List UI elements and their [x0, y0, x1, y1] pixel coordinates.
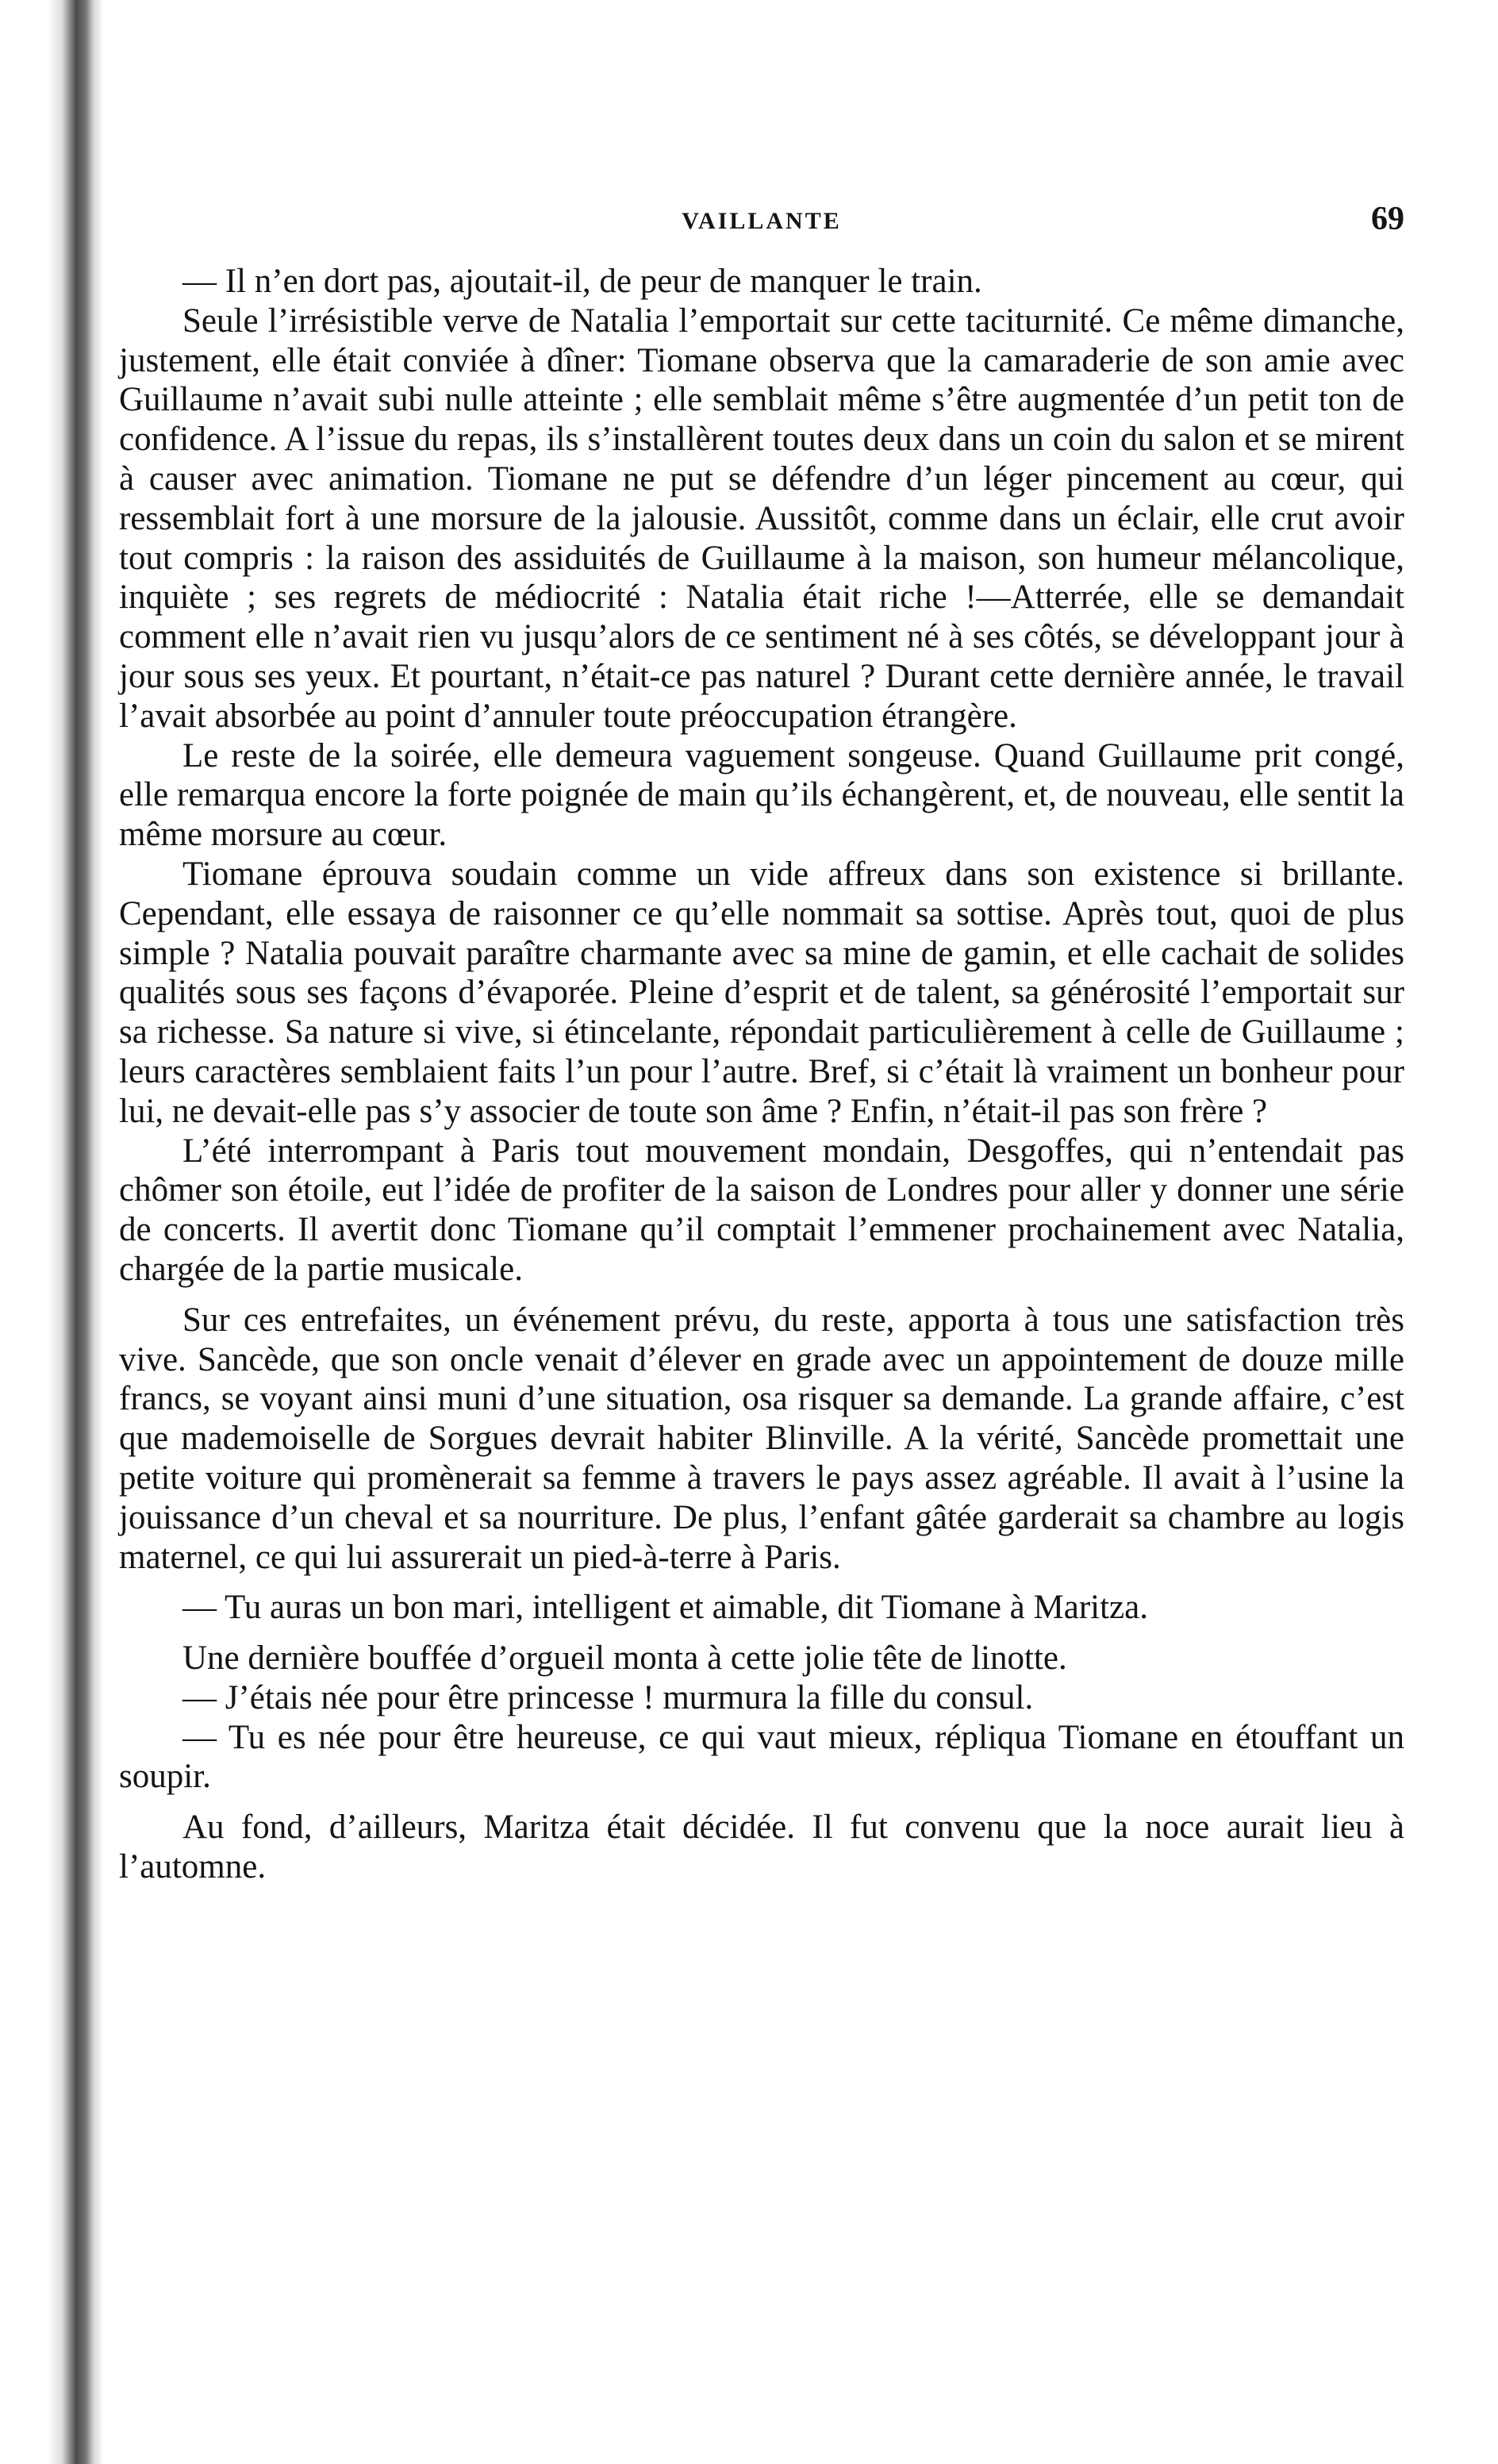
paragraph-3: Le reste de la soirée, elle demeura vaguement songeuse. Quand Guillaume prit congé, elle remarqua encore la forte poignée de main qu’ils échangèrent, et, de nouveau, elle sentit la même morsure au cœur.: [119, 736, 1404, 854]
paragraph-5: L’été interrompant à Paris tout mouvement mondain, Desgoffes, qui n’entendait pas chômer son étoile, eut l’idée de profiter de la saison de Londres pour aller y donner une série de concerts. Il avertit donc Tiomane qu’il comptait l’emmener prochainement avec Natalia, chargée de la partie musicale.: [119, 1132, 1404, 1288]
body-text: [119, 262, 1404, 1887]
paragraph-10: — Tu es née pour être heureuse, ce qui vaut mieux, répliqua Tiomane en étouffant un soupir.: [119, 1718, 1404, 1796]
book-binding-edge: [0, 0, 103, 2464]
page-number: 69: [1371, 201, 1404, 237]
paragraph-7: — Tu auras un bon mari, intelligent et aimable, dit Tiomane à Maritza.: [182, 1589, 1148, 1627]
page-header: [119, 200, 1404, 248]
paragraph-9: — J’étais née pour être princesse ! murmura la fille du consul.: [182, 1678, 1034, 1716]
paragraph-11: Au fond, d’ailleurs, Maritza était décidée. Il fut convenu que la noce aurait lieu à l’automne.: [119, 1809, 1404, 1886]
running-title: VAILLANTE: [682, 208, 842, 234]
paragraph-6: Sur ces entrefaites, un événement prévu, du reste, apporta à tous une satisfaction très vive. Sancède, que son oncle venait d’élever en grade avec un appointement de douze mille francs, se voyant ainsi muni d’une situation, osa risquer sa demande. La grande affaire, c’est que mademoiselle de Sorgues devrait habiter Blinville. A la vérité, Sancède promettait une petite voiture qui promènerait sa femme à travers le pays assez agréable. Il avait à l’usine la jouissance d’un cheval et sa nourriture. De plus, l’enfant gâtée garderait sa chambre au logis maternel, ce qui lui assurerait un pied-à-terre à Paris.: [119, 1301, 1404, 1576]
paragraph-8: Une dernière bouffée d’orgueil monta à cette jolie tête de linotte.: [182, 1639, 1067, 1678]
paragraph-2: Seule l’irrésistible verve de Natalia l’emportait sur cette taciturnité. Ce même dimanche, justement, elle était conviée à dîner: Tiomane observa que la camaraderie de son amie avec Guillaume n’avait subi nulle atteinte ; elle semblait même s’être augmentée d’un petit ton de confidence. A l’issue du repas, ils s’installèrent toutes deux dans un coin du salon et se mirent à causer avec animation. Tiomane ne put se défendre d’un léger pincement au cœur, qui ressemblait fort à une morsure de la jalousie. Aussitôt, comme dans un éclair, elle crut avoir tout compris : la raison des assiduités de Guillaume à la maison, son humeur mélancolique, inquiète ; ses regrets de médiocrité : Natalia était riche !—Atterrée, elle se demandait comment elle n’avait rien vu jusqu’alors de ce sentiment né à ses côtés, se développant jour à jour sous ses yeux. Et pourtant, n’était-ce pas naturel ? Durant cette dernière année, le travail l’avait absorbée au point d’annuler toute préoccupation étrangère.: [119, 302, 1404, 735]
paragraph-1: — Il n’en dort pas, ajoutait-il, de peur de manquer le train.: [182, 263, 982, 300]
paragraph-4: Tiomane éprouva soudain comme un vide affreux dans son existence si brillante. Cependant, elle essaya de raisonner ce qu’elle nommait sa sottise. Après tout, quoi de plus simple ? Natalia pouvait paraître charmante avec sa mine de gamin, et elle cachait de solides qualités sous ses façons d’évaporée. Pleine d’esprit et de talent, sa générosité l’emportait sur sa richesse. Sa nature si vive, si étincelante, répondait particulièrement à celle de Guillaume ; leurs caractères semblaient faits l’un pour l’autre. Bref, si c’était là vraiment un bonheur pour lui, ne devait-elle pas s’y associer de toute son âme ? Enfin, n’était-il pas son frère ?: [119, 855, 1404, 1130]
